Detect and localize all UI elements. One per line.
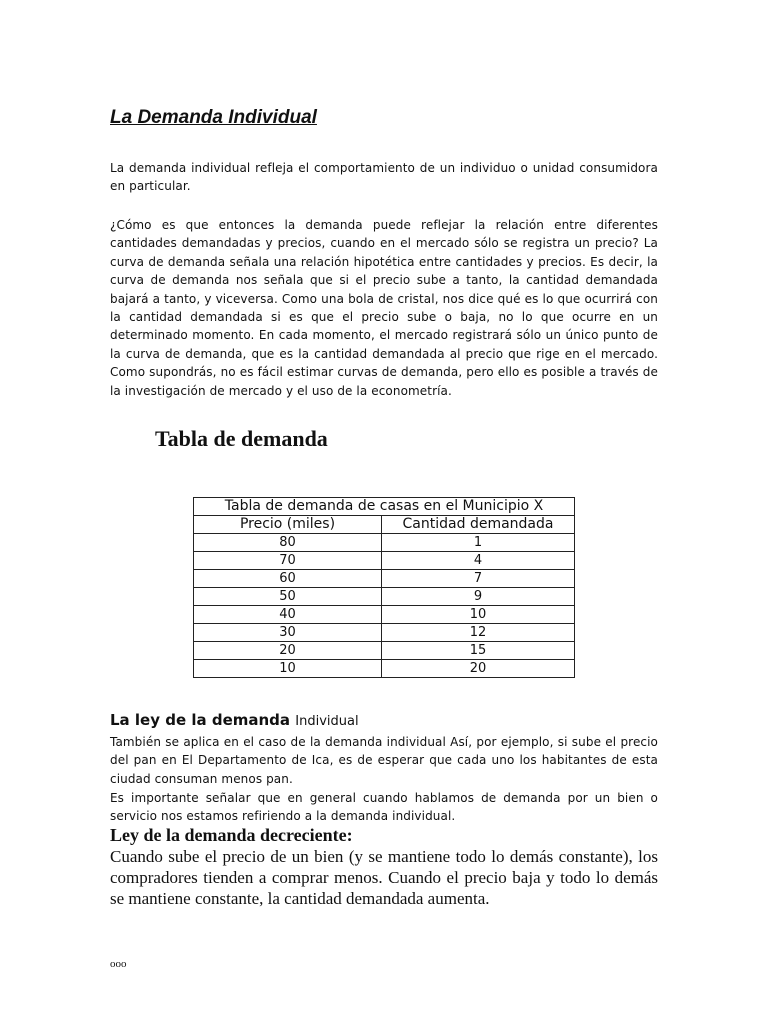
page-title: La Demanda Individual [110, 107, 317, 128]
demand-table [193, 497, 575, 678]
ley-example-paragraph: También se aplica en el caso de la demanda individual Así, por ejemplo, si sube el precio del pan en El Departamento de Ica, es de esperar que cada uno los habitantes de esta ciudad consuman menos pan. [110, 735, 658, 786]
ley-decreciente-text: Cuando sube el precio de un bien (y se mantiene todo lo demás constante), los compradores tienden a comprar menos. Cuando el precio baja y todo lo demás se mantiene constante, la cantidad demandada aumenta. [110, 847, 658, 908]
table-caption-row [194, 498, 575, 516]
table-header-row [194, 516, 575, 534]
table-section-heading: Tabla de demanda [155, 426, 328, 451]
explanation-paragraph: ¿Cómo es que entonces la demanda puede reflejar la relación entre diferentes cantidades demandadas y precios, cuando en el mercado sólo se registra un precio? La curva de demanda señala una relación hipotética entre cantidades y precios. Es decir, la curva de demanda nos señala que si el precio sube a tanto, la cantidad demandada bajará a tanto, y viceversa. Como una bola de cristal, nos dice qué es lo que ocurrirá con la cantidad demandada si es que el precio sube o baja, no lo que ocurre en un determinado momento. En cada momento, el mercado registrará sólo un único punto de la curva de demanda, que es la cantidad demandada al precio que rige en el mercado. Como supondrás, no es fácil estimar curvas de demanda, pero ello es posible a través de la investigación de mercado y el uso de la econometría. [110, 218, 658, 398]
quantity-cell: 10 [382, 606, 575, 624]
table-row [194, 660, 575, 678]
ley-note-paragraph: Es importante señalar que en general cuando hablamos de demanda por un bien o servicio nos estamos refiriendo a la demanda individual. [110, 791, 658, 824]
quantity-cell: 15 [382, 642, 575, 660]
price-cell: 50 [194, 588, 382, 606]
quantity-cell: 12 [382, 624, 575, 642]
ley-demanda-heading-main: La ley de la demanda [110, 711, 291, 729]
footer-mark: ooo [110, 958, 127, 970]
ley-demanda-heading [110, 711, 359, 729]
table-row [194, 552, 575, 570]
ley-decreciente-heading: Ley de la demanda decreciente: [110, 825, 353, 845]
table-row [194, 570, 575, 588]
price-cell: 40 [194, 606, 382, 624]
table-row [194, 588, 575, 606]
intro-paragraph: La demanda individual refleja el comportamiento de un individuo o unidad consumidora en particular. [110, 161, 658, 194]
price-cell: 20 [194, 642, 382, 660]
price-cell: 80 [194, 534, 382, 552]
quantity-cell: 4 [382, 552, 575, 570]
price-cell: 70 [194, 552, 382, 570]
price-cell: 10 [194, 660, 382, 678]
price-cell: 60 [194, 570, 382, 588]
column-header-quantity: Cantidad demandada [382, 516, 575, 534]
column-header-price: Precio (miles) [194, 516, 382, 534]
table-caption: Tabla de demanda de casas en el Municipio X [194, 498, 575, 516]
table-row [194, 624, 575, 642]
quantity-cell: 9 [382, 588, 575, 606]
quantity-cell: 1 [382, 534, 575, 552]
price-cell: 30 [194, 624, 382, 642]
quantity-cell: 20 [382, 660, 575, 678]
table-row [194, 534, 575, 552]
ley-demanda-heading-suffix: Individual [295, 714, 359, 729]
quantity-cell: 7 [382, 570, 575, 588]
table-row [194, 642, 575, 660]
table-row [194, 606, 575, 624]
